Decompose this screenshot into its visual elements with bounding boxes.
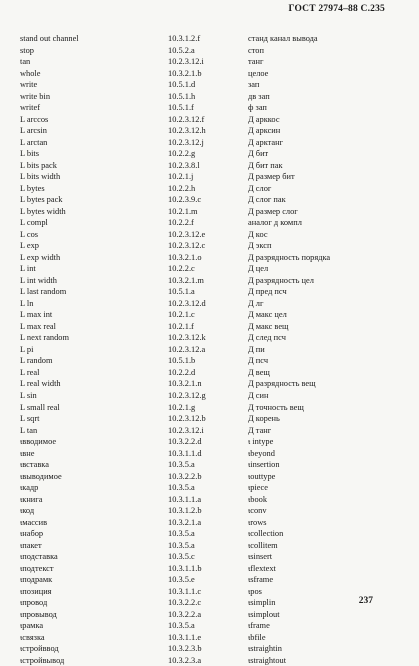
table-row	[18, 505, 401, 517]
russian-term: ᵼpos	[248, 586, 262, 596]
section-ref: 10.2.3.12.j	[168, 137, 204, 147]
russian-term: Д кос	[248, 229, 268, 239]
section-ref: 10.3.1.1.b	[168, 563, 202, 573]
table-row	[18, 102, 401, 114]
russian-term: Д разрядность вещ	[248, 379, 316, 389]
section-ref: 10.2.3.8.l	[168, 160, 200, 170]
russian-term: Д бит	[248, 149, 269, 159]
section-ref: 10.3.2.2.a	[168, 609, 202, 619]
russian-term: Д арктанг	[248, 137, 284, 147]
english-term: ᵼпровод	[20, 598, 48, 608]
section-ref: 10.2.2.f	[168, 218, 194, 228]
russian-term: ᵼouttype	[248, 471, 276, 481]
russian-term: Д корень	[248, 414, 280, 424]
section-ref: 10.5.1.d	[168, 80, 196, 90]
table-row	[18, 332, 401, 344]
russian-term: Д бит пак	[248, 160, 283, 170]
section-ref: 10.2.2.d	[168, 367, 196, 377]
section-ref: 10.2.3.12.i	[168, 57, 204, 67]
section-ref: 10.5.1.b	[168, 356, 196, 366]
english-term: L pi	[20, 344, 34, 354]
section-ref: 10.3.5.e	[168, 575, 195, 585]
table-row	[18, 367, 401, 379]
russian-term: танг	[248, 57, 264, 67]
russian-term: ᵼsimplin	[248, 598, 276, 608]
section-ref: 10.3.1.2.b	[168, 506, 202, 516]
english-term: L small real	[20, 402, 60, 412]
english-term: L ln	[20, 298, 34, 308]
table-row	[18, 321, 401, 333]
english-term: L int width	[20, 275, 57, 285]
section-ref: 10.3.5.a	[168, 460, 195, 470]
english-term: L arctan	[20, 137, 48, 147]
section-ref: 10.2.2.c	[168, 264, 195, 274]
table-row	[18, 148, 401, 160]
section-ref: 10.3.2.2.c	[168, 598, 202, 608]
russian-term: ᵼflextext	[248, 563, 276, 573]
english-term: stand out channel	[20, 34, 79, 43]
english-term: L bits width	[20, 172, 61, 182]
section-ref: 10.5.1.f	[168, 103, 194, 113]
table-row	[18, 563, 401, 575]
section-ref: 10.2.1.m	[168, 206, 198, 216]
english-term: ᵼпакет	[20, 540, 42, 550]
section-ref: 10.3.1.2.f	[168, 34, 201, 43]
section-ref: 10.2.3.12.k	[168, 333, 206, 343]
table-row	[18, 309, 401, 321]
english-term: ᵼкод	[20, 506, 35, 516]
table-row	[18, 413, 401, 425]
russian-term: Д точность вещ	[248, 402, 304, 412]
section-ref: 10.3.2.2.b	[168, 471, 202, 481]
russian-term: Д размер слог	[248, 206, 298, 216]
page-header: ГОСТ 27974–88 С.235	[288, 4, 385, 14]
english-term: ᵼподрамк	[20, 575, 53, 585]
english-term: L max int	[20, 310, 53, 320]
section-ref: 10.2.2.g	[168, 149, 196, 159]
table-row	[18, 355, 401, 367]
table-row	[18, 402, 401, 414]
english-term: L next random	[20, 333, 69, 343]
section-ref: 10.3.5.c	[168, 552, 195, 562]
section-ref: 10.3.2.1.a	[168, 517, 202, 527]
section-ref: 10.5.2.a	[168, 45, 195, 55]
section-ref: 10.2.3.12.h	[168, 126, 206, 136]
section-ref: 10.2.1.c	[168, 310, 195, 320]
table-row	[18, 643, 401, 655]
table-row	[18, 436, 401, 448]
table-row	[18, 390, 401, 402]
russian-term: ᵼsinsert	[248, 552, 273, 562]
russian-term: Д танг	[248, 425, 272, 435]
table-row	[18, 540, 401, 552]
english-term: whole	[20, 68, 41, 78]
table-row	[18, 344, 401, 356]
section-ref: 10.3.2.1.b	[168, 68, 202, 78]
table-row	[18, 517, 401, 529]
section-ref: 10.2.3.12.b	[168, 414, 206, 424]
english-term: stop	[20, 45, 34, 55]
table-row	[18, 597, 401, 609]
table-row	[18, 551, 401, 563]
russian-term: Д след псч	[248, 333, 286, 343]
table-row	[18, 494, 401, 506]
english-term: ᵼрамка	[20, 621, 44, 631]
russian-term: Д разрядность цел	[248, 275, 314, 285]
english-term: L bits	[20, 149, 39, 159]
russian-term: ᵼ intype	[248, 437, 274, 447]
russian-term: ᵼconv	[248, 506, 267, 516]
section-ref: 10.3.2.3.b	[168, 644, 202, 654]
table-row	[18, 252, 401, 264]
table-row	[18, 114, 401, 126]
table-row	[18, 574, 401, 586]
russian-term: Д эксп	[248, 241, 272, 251]
section-ref: 10.3.2.1.n	[168, 379, 202, 389]
table-row	[18, 194, 401, 206]
russian-term: Д вещ	[248, 367, 270, 377]
russian-term: Д макс вещ	[248, 321, 289, 331]
table-row	[18, 79, 401, 91]
table-row	[18, 160, 401, 172]
russian-term: Д псч	[248, 356, 269, 366]
section-ref: 10.3.5.a	[168, 540, 195, 550]
russian-term: ᵼrows	[248, 517, 267, 527]
english-term: ᵼстройвывод	[20, 655, 65, 665]
table-row	[18, 459, 401, 471]
table-row	[18, 482, 401, 494]
english-term: write bin	[20, 91, 51, 101]
english-term: L exp width	[20, 252, 61, 262]
table-row	[18, 125, 401, 137]
section-ref: 10.2.3.12.e	[168, 229, 206, 239]
russian-term: Д син	[248, 390, 269, 400]
english-term: writef	[20, 103, 40, 113]
table-row	[18, 137, 401, 149]
russian-term: ᵼstraightout	[248, 655, 287, 665]
english-term: ᵼвводимое	[20, 437, 57, 447]
section-ref: 10.2.1.j	[168, 172, 194, 182]
russian-term: Д размер бит	[248, 172, 295, 182]
russian-term: ᵼcollection	[248, 529, 284, 539]
table-row	[18, 183, 401, 195]
table-row	[18, 263, 401, 275]
english-term: L cos	[20, 229, 39, 239]
english-term: ᵼпозиция	[20, 586, 52, 596]
table-row	[18, 56, 401, 68]
english-term: L bits pack	[20, 160, 57, 170]
table-row	[18, 91, 401, 103]
english-term: L arcsin	[20, 126, 47, 136]
english-term: L arccos	[20, 114, 49, 124]
russian-term: Д разрядность порядка	[248, 252, 331, 262]
russian-term: Д пред псч	[248, 287, 287, 297]
section-ref: 10.2.3.12.a	[168, 344, 206, 354]
russian-term: Д арксин	[248, 126, 281, 136]
section-ref: 10.3.5.a	[168, 483, 195, 493]
section-ref: 10.2.1.g	[168, 402, 196, 412]
table-row	[18, 378, 401, 390]
english-term: L bytes width	[20, 206, 66, 216]
english-term: L bytes pack	[20, 195, 63, 205]
russian-term: Д слог	[248, 183, 272, 193]
russian-term: Д лг	[248, 298, 264, 308]
section-ref: 10.3.5.a	[168, 529, 195, 539]
english-term: L int	[20, 264, 36, 274]
russian-term: станд канал вывода	[248, 34, 318, 43]
section-ref: 10.3.2.2.d	[168, 437, 202, 447]
english-term: L sin	[20, 390, 37, 400]
russian-term: стоп	[248, 45, 264, 55]
russian-term: ᵼbook	[248, 494, 268, 504]
english-term: L tan	[20, 425, 38, 435]
russian-term: Д слог пак	[248, 195, 286, 205]
russian-term: ᵼbeyond	[248, 448, 275, 458]
russian-term: Д цел	[248, 264, 269, 274]
english-term: ᵼвыводимое	[20, 471, 62, 481]
russian-term: целое	[248, 68, 269, 78]
table-row	[18, 528, 401, 540]
section-ref: 10.3.2.1.o	[168, 252, 202, 262]
section-ref: 10.2.3.12.c	[168, 241, 206, 251]
english-term: ᵼмассив	[20, 517, 48, 527]
table-row	[18, 45, 401, 57]
english-term: ᵼкадр	[20, 483, 39, 493]
russian-term: ᵼstraightin	[248, 644, 282, 654]
table-row	[18, 425, 401, 437]
table-row	[18, 275, 401, 287]
table-row	[18, 206, 401, 218]
russian-term: ᵼcollitem	[248, 540, 278, 550]
english-term: L last random	[20, 287, 67, 297]
section-ref: 10.2.3.12.g	[168, 390, 206, 400]
english-term: ᵼнабор	[20, 529, 44, 539]
section-ref: 10.2.3.9.c	[168, 195, 202, 205]
section-ref: 10.5.1.a	[168, 287, 195, 297]
english-term: ᵼстройввод	[20, 644, 59, 654]
english-term: L exp	[20, 241, 39, 251]
section-ref: 10.3.2.3.a	[168, 655, 202, 665]
english-term: tan	[20, 57, 31, 67]
russian-term: ф зап	[248, 103, 267, 113]
section-ref: 10.3.2.1.m	[168, 275, 204, 285]
english-term: ᵼподставка	[20, 552, 58, 562]
table-row	[18, 620, 401, 632]
section-ref: 10.2.3.12.d	[168, 298, 206, 308]
table-row	[18, 655, 401, 666]
english-term: L sqrt	[20, 414, 40, 424]
table-row	[18, 286, 401, 298]
index-table	[18, 33, 401, 666]
english-term: ᵼпровывод	[20, 609, 57, 619]
table-row	[18, 471, 401, 483]
russian-term: ᵼframe	[248, 621, 270, 631]
section-ref: 10.5.1.h	[168, 91, 196, 101]
english-term: ᵼвставка	[20, 460, 49, 470]
section-ref: 10.3.1.1.d	[168, 448, 202, 458]
section-ref: 10.2.3.12.f	[168, 114, 205, 124]
table-row	[18, 609, 401, 621]
english-term: L bytes	[20, 183, 45, 193]
english-term: ᵼсвязка	[20, 632, 45, 642]
table-row	[18, 68, 401, 80]
page-number: 237	[358, 596, 373, 606]
russian-term: зап	[248, 80, 260, 90]
section-ref: 10.2.2.h	[168, 183, 196, 193]
russian-term: ᵼsimplout	[248, 609, 280, 619]
russian-term: ᵼbfile	[248, 632, 266, 642]
russian-term: ᵼinsertion	[248, 460, 280, 470]
section-ref: 10.3.1.1.e	[168, 632, 202, 642]
section-ref: 10.2.1.f	[168, 321, 194, 331]
section-ref: 10.3.5.a	[168, 621, 195, 631]
russian-term: Д арккос	[248, 114, 280, 124]
english-term: L max real	[20, 321, 56, 331]
russian-term: дв зап	[248, 91, 270, 101]
english-term: ᵼвне	[20, 448, 35, 458]
russian-term: Д пи	[248, 344, 265, 354]
section-ref: 10.3.1.1.a	[168, 494, 202, 504]
section-ref: 10.2.3.12.i	[168, 425, 204, 435]
table-row	[18, 171, 401, 183]
russian-term: Д макс цел	[248, 310, 287, 320]
russian-term: ᵼpiece	[248, 483, 268, 493]
russian-term: аналог д компл	[248, 218, 302, 228]
english-term: L random	[20, 356, 53, 366]
table-row	[18, 586, 401, 598]
russian-term: ᵼsframe	[248, 575, 274, 585]
english-term: write	[20, 80, 38, 90]
table-row	[18, 229, 401, 241]
english-term: ᵼкнига	[20, 494, 43, 504]
section-ref: 10.3.1.1.c	[168, 586, 202, 596]
table-row	[18, 33, 401, 45]
english-term: L real	[20, 367, 40, 377]
english-term: L real width	[20, 379, 61, 389]
table-row	[18, 217, 401, 229]
table-row	[18, 240, 401, 252]
english-term: L compl	[20, 218, 48, 228]
table-row	[18, 298, 401, 310]
table-row	[18, 448, 401, 460]
english-term: ᵼподтекст	[20, 563, 54, 573]
